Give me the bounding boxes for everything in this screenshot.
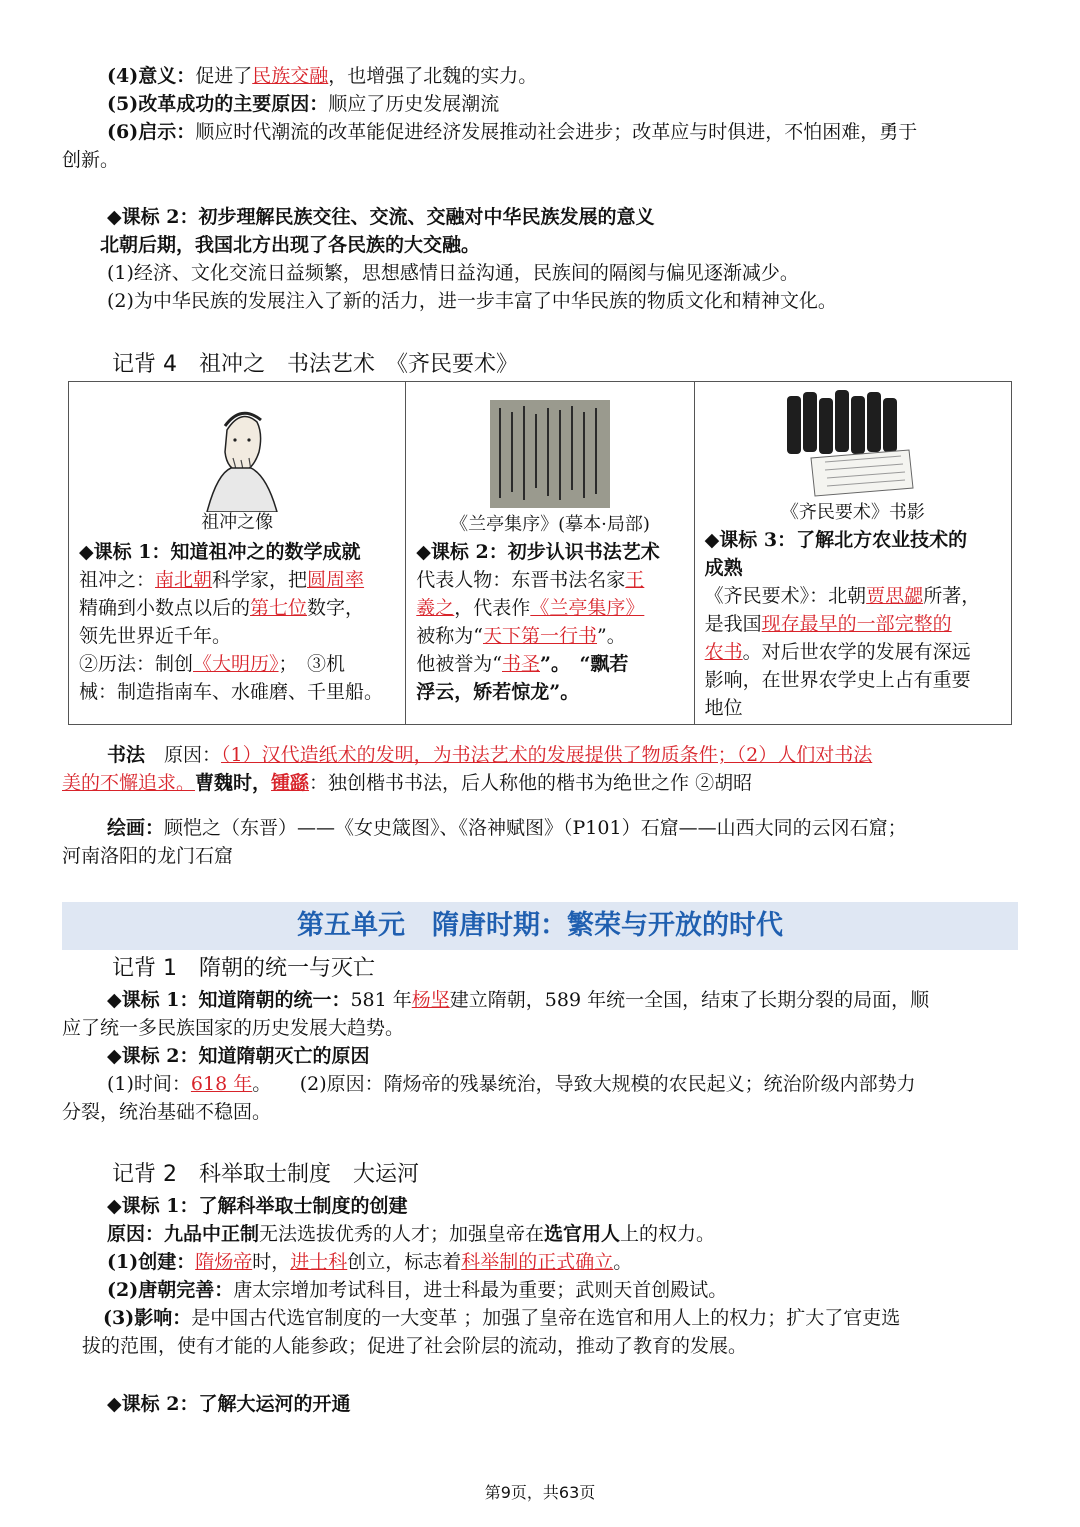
page-number: 第9页，共63页 xyxy=(484,1483,596,1502)
jibei2-impact: (3)影响：是中国古代选官制度的一大变革 ；加强了皇帝在选官和用人上的权力；扩大了官吏选 xyxy=(103,1307,901,1329)
reason-line: (5)改革成功的主要原因：顺应了历史发展潮流 xyxy=(107,93,500,115)
jibei2-reason: 原因：九品中正制无法选拔优秀的人才；加强皇帝在选官用人上的权力。 xyxy=(107,1223,716,1245)
qimin-book-image xyxy=(781,388,917,498)
kebiao-minzu-p2: (2)为中华民族的发展注入了新的活力，进一步丰富了中华民族的物质文化和精神文化。 xyxy=(107,290,837,312)
kebiao-minzu-lead: 北朝后期，我国北方出现了各民族的大交融。 xyxy=(100,234,481,256)
qimin-cell xyxy=(694,382,1011,725)
qimin-caption: 《齐民要术》书影 xyxy=(780,502,925,523)
col3-line3: 《齐民要术》：北朝贾思勰所著， xyxy=(704,585,981,607)
col2-line3: 羲之，代表作《兰亭集序》 xyxy=(416,597,645,619)
col2-kebiao: ◆课标 2：初步认识书法艺术 xyxy=(416,541,660,563)
jibei2-tang: (2)唐朝完善：唐太宗增加考试科目，进士科最为重要；武则天首创殿试。 xyxy=(107,1279,728,1301)
col1-line5: ②历法：制创《大明历》； ③机 xyxy=(79,653,346,675)
col3-line6: 影响，在世界农学史上占有重要 xyxy=(704,669,971,691)
lanting-calligraphy-image xyxy=(490,400,610,508)
zuchongzhi-caption: 祖冲之像 xyxy=(201,512,274,533)
jibei2-create: (1)创建：隋炀帝时，进士科创立，标志着科举制的正式确立。 xyxy=(107,1251,633,1273)
inspiration-line: (6)启示：顺应时代潮流的改革能促进经济发展推动社会进步；改革应与时俱进，不怕困难，勇于 xyxy=(107,121,918,143)
unit5-title-bar xyxy=(62,902,1018,950)
jibei1-time-line-cont: 分裂，统治基础不稳固。 xyxy=(62,1101,272,1123)
col2-line5: 他被誉为“书圣”。 “飘若 xyxy=(416,653,629,675)
zuchongzhi-portrait xyxy=(197,400,285,512)
col3-line5: 农书。对后世农学的发展有深远 xyxy=(704,641,971,663)
kebiao-minzu-title: ◆课标 2：初步理解民族交往、交流、交融对中华民族发展的意义 xyxy=(107,206,655,228)
huihua-line2: 河南洛阳的龙门石窟 xyxy=(62,845,234,867)
jibei1-k1-line1: ◆课标 1：知道隋朝的统一：581 年杨坚建立隋朝，589 年统一全国，结束了长期分裂的局面，顺 xyxy=(107,989,930,1011)
jibei2-k1: ◆课标 1：了解科举取士制度的创建 xyxy=(107,1195,408,1217)
jibei1-heading: 记背 1 隋朝的统一与灭亡 xyxy=(112,956,375,981)
significance-line: (4)意义：促进了民族交融，也增强了北魏的实力。 xyxy=(107,65,538,87)
zuchongzhi-cell xyxy=(69,382,406,725)
shufa-line1: 书法 原因：（1）汉代造纸术的发明，为书法艺术的发展提供了物质条件；（2）人们对书法 xyxy=(107,744,873,766)
jibei2-impact-cont: 拔的范围，使有才能的人能参政；促进了社会阶层的流动，推动了教育的发展。 xyxy=(82,1335,748,1357)
inspiration-line-cont: 创新。 xyxy=(62,149,120,171)
jibei1-time-line: (1)时间：618 年。 (2)原因：隋炀帝的残暴统治，导致大规模的农民起义；统治阶级内部势力 xyxy=(107,1073,916,1095)
col2-line6: 浮云，矫若惊龙”。 xyxy=(416,681,580,703)
col1-line3: 精确到小数点以后的第七位数字， xyxy=(79,597,365,619)
col1-kebiao: ◆课标 1：知道祖冲之的数学成就 xyxy=(79,541,361,563)
col3-line4: 是我国现存最早的一部完整的 xyxy=(704,613,952,635)
lanting-cell xyxy=(406,382,694,725)
col3-line7: 地位 xyxy=(704,697,743,719)
col1-line2: 祖冲之：南北朝科学家，把圆周率 xyxy=(79,569,365,591)
col3-kebiao: ◆课标 3：了解北方农业技术的 xyxy=(704,529,968,551)
col3-kebiao-cont: 成熟 xyxy=(704,557,743,579)
kebiao-minzu-p1: (1)经济、文化交流日益频繁，思想感情日益沟通，民族间的隔阂与偏见逐渐减少。 xyxy=(107,262,799,284)
lanting-caption: 《兰亭集序》(摹本·局部) xyxy=(450,514,650,535)
unit5-title: 第五单元 隋唐时期：繁荣与开放的时代 xyxy=(297,910,783,941)
jibei2-heading: 记背 2 科举取士制度 大运河 xyxy=(112,1162,419,1187)
jibei1-k1-line2: 应了统一多民族国家的历史发展大趋势。 xyxy=(62,1017,405,1039)
jibei4-heading: 记背 4 祖冲之 书法艺术 《齐民要术》 xyxy=(112,352,518,377)
col1-line4: 领先世界近千年。 xyxy=(79,625,232,647)
col2-line4: 被称为“天下第一行书”。 xyxy=(416,625,626,647)
jibei2-k2: ◆课标 2：了解大运河的开通 xyxy=(107,1393,351,1415)
col2-line2: 代表人物：东晋书法名家王 xyxy=(416,569,645,591)
jibei1-k2: ◆课标 2：知道隋朝灭亡的原因 xyxy=(107,1045,370,1067)
huihua-line1: 绘画：顾恺之（东晋）——《女史箴图》、《洛神赋图》（P101）石窟——山西大同的云冈石窟； xyxy=(107,817,907,839)
col1-line6: 械：制造指南车、水碓磨、千里船。 xyxy=(79,681,384,703)
jibei4-table xyxy=(68,381,1012,725)
shufa-line2: 美的不懈追求。曹魏时，锺繇：独创楷书书法，后人称他的楷书为绝世之作 ②胡昭 xyxy=(62,772,753,794)
